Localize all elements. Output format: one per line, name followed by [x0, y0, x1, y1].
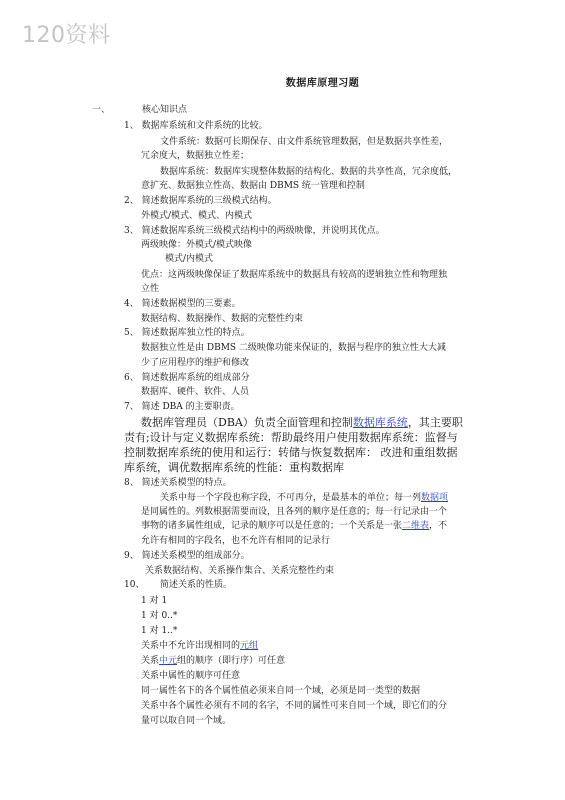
data-item-link[interactable]: 数据项 — [421, 493, 449, 503]
answer-10-text-4: 关系中不允许出现相同的 — [141, 641, 241, 651]
question-2: 2、 简述数据库系统的三级模式结构。 — [124, 196, 277, 206]
answer-1-line-1: 文件系统：数据可长期保存、由文件系统管理数据，但是数据共享性差， — [160, 137, 449, 147]
tuple-link-2[interactable]: 中元 — [159, 656, 178, 666]
question-6: 6、 简述数据库系统的组成部分 — [124, 373, 250, 383]
two-dim-table-link[interactable]: 二维表 — [402, 521, 430, 531]
answer-3-line-4: 立性 — [141, 284, 160, 294]
question-7: 7、 简述 DBA 的主要职责。 — [124, 402, 240, 412]
answer-3-line-3: 优点：这两级映像保证了数据库系统中的数据具有较高的逻辑独立性和物理独 — [141, 270, 448, 280]
answer-7-line-2: 责有;设计与定义数据库系统：帮助最终用户使用数据库系统：监督与 — [124, 431, 458, 444]
answer-3-line-1: 两级映像：外模式/模式映像 — [141, 240, 253, 250]
answer-8-line-2: 是同属性的。列数根据需要而设，且各列的顺序是任意的；每一行记录由一个 — [141, 507, 448, 517]
page-title: 数据库原理习题 — [285, 78, 360, 89]
answer-7-text: 数据库管理员（DBA）负责全面管理和控制 — [141, 416, 353, 429]
answer-5-line-1: 数据独立性是由 DBMS 二级映像功能来保证的，数据与程序的独立性大大减 — [141, 343, 446, 353]
answer-6: 数据库、硬件、软件、人员 — [141, 387, 250, 397]
answer-8-text: 关系中每一个字段也称字段，不可再分，是最基本的单位；每一列 — [160, 493, 422, 503]
question-9: 9、 简述关系模型的组成部分。 — [124, 551, 250, 561]
question-10: 简述关系的性质。 — [160, 580, 233, 590]
answer-10-line-1: 1 对 1 — [141, 596, 168, 606]
answer-3-line-2: 模式/内模式 — [165, 254, 214, 264]
answer-1-line-2: 冗余度大，数据独立性差； — [141, 151, 250, 161]
answer-7-line-3: 控制数据库系统的使用和运行：转储与恢复数据库： 改进和重组数据 — [124, 446, 458, 459]
answer-10-line-2: 1 对 0..* — [141, 611, 178, 621]
question-8: 8、 简述关系模型的特点。 — [124, 478, 232, 488]
answer-8-line-3 — [141, 520, 447, 532]
answer-10-line-4 — [141, 640, 258, 652]
answer-4: 数据结构、数据操作、数据的完整性约束 — [141, 314, 304, 324]
section-number: 一、 — [92, 105, 111, 115]
question-1: 1、 数据库系统和文件系统的比较。 — [124, 121, 268, 131]
question-3: 3、 简述数据库系统三级模式结构中的两级映像，并说明其优点。 — [124, 226, 385, 236]
answer-8-text-3-tail: ，不 — [429, 521, 448, 531]
answer-10-line-9: 量可以取自同一个域。 — [141, 716, 232, 726]
answer-10-text-5: 关系 — [141, 656, 160, 666]
answer-5-line-2: 少了应用程序的维护和修改 — [141, 358, 250, 368]
answer-2: 外模式/模式、模式、内模式 — [141, 211, 253, 221]
question-5: 5、 简述数据库独立性的特点。 — [124, 328, 250, 338]
answer-7-text-tail: ，其主要职 — [407, 416, 463, 429]
answer-7-line-4: 库系统，调优数据库系统的性能：重构数据库 — [124, 461, 344, 474]
answer-10-line-5 — [141, 655, 285, 667]
section-label: 核心知识点 — [142, 105, 188, 115]
answer-7-line-1 — [141, 416, 463, 430]
answer-9: 关系数据结构、关系操作集合、关系完整性约束 — [145, 566, 335, 576]
answer-8-line-1 — [160, 492, 448, 504]
question-10-number: 10、 — [124, 580, 145, 590]
answer-10-line-3: 1 对 1..* — [141, 626, 178, 636]
dbms-link[interactable]: 数据库系统 — [352, 416, 408, 429]
watermark-logo: 120资料 — [22, 23, 111, 48]
answer-10-line-8: 关系中各个属性必须有不同的名字，不同的属性可来自同一个域，即它们的分 — [141, 701, 448, 711]
answer-8-line-4: 允许有相同的字段名，也不允许有相同的记录行 — [141, 536, 331, 546]
tuple-link[interactable]: 元组 — [240, 641, 259, 651]
answer-8-text-3: 事物的诸多属性组成，记录的顺序可以是任意的；一个关系是一张 — [141, 521, 403, 531]
answer-10-line-6: 关系中属性的顺序可任意 — [141, 671, 241, 681]
answer-10-line-7: 同一属性名下的各个属性值必须来自同一个域，必须是同一类型的数据 — [141, 686, 421, 696]
question-4: 4、 简述数据模型的三要素。 — [124, 299, 241, 309]
answer-1-line-4: 意扩充、数据独立性高、数据由 DBMS 统一管理和控制 — [141, 181, 365, 191]
answer-10-text-5-tail: 组的顺序（即行序）可任意 — [177, 656, 286, 666]
answer-1-line-3: 数据库系统：数据库实现整体数据的结构化、数据的共享性高，冗余度低， — [160, 167, 458, 177]
